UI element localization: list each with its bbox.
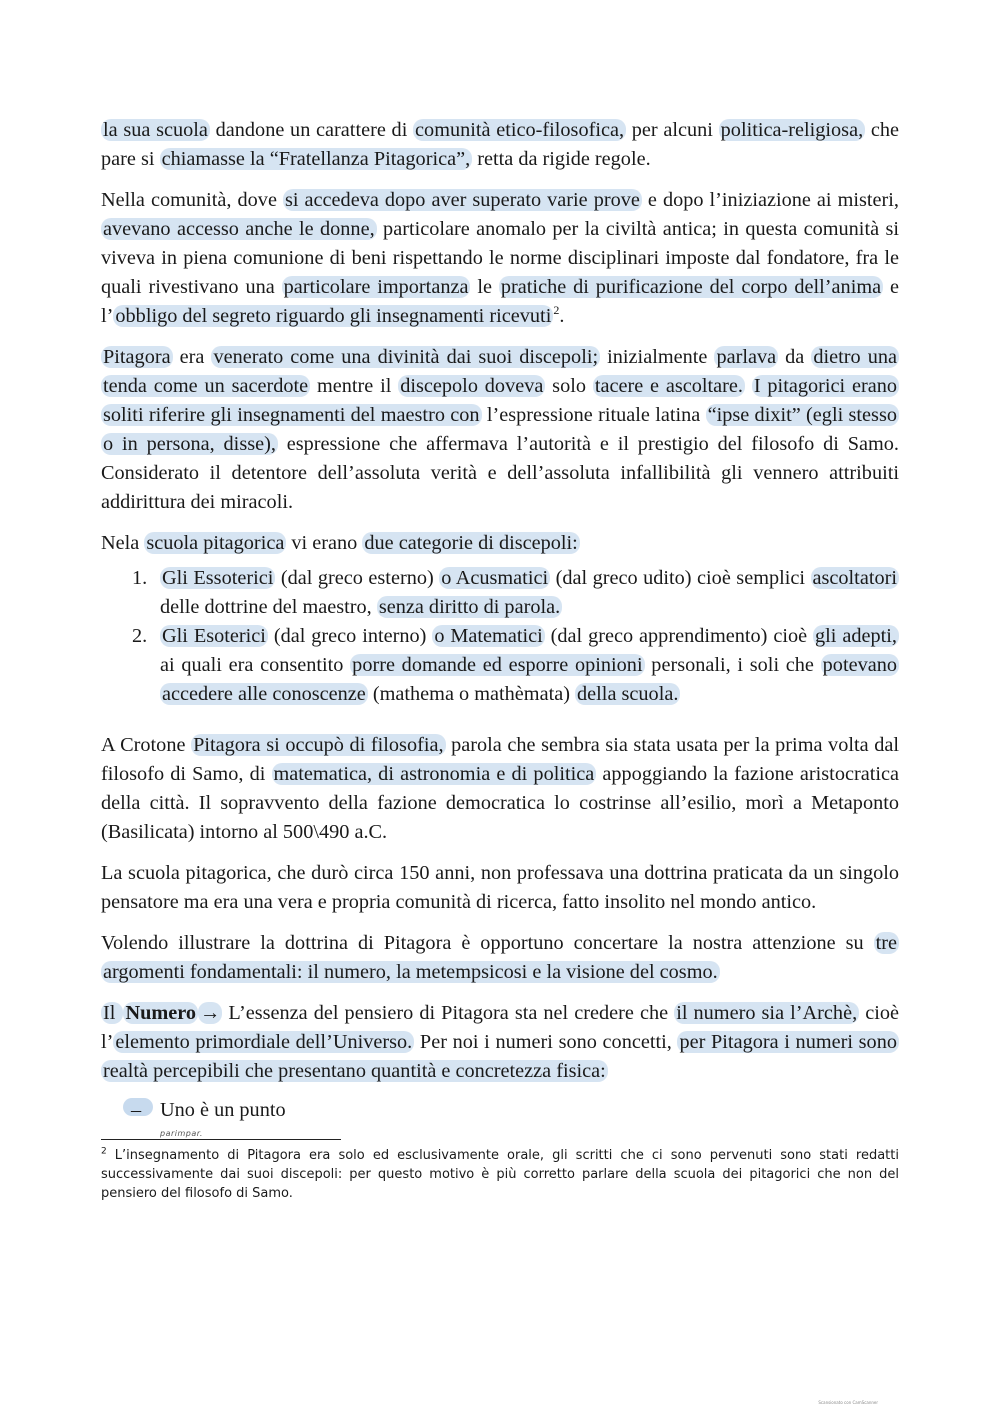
- text-run: dandone un carattere di: [209, 119, 414, 141]
- paragraph-4: [101, 529, 899, 558]
- disciples-list: [101, 564, 899, 709]
- text-run: particolare anomalo per la civiltà antica; in questa comunità si viveva in piena comunione di beni rispettando le norme disciplinari imposte dal fondatore, fra le quali rivestivano una: [101, 218, 900, 298]
- text-run: retta da rigide regole.: [472, 148, 651, 170]
- highlight: porre domande ed esporre opinioni: [352, 654, 643, 676]
- paragraph-7: [101, 929, 899, 987]
- highlight: tacere e ascoltare.: [594, 375, 744, 397]
- text-run: [745, 375, 752, 397]
- text-run: (dal greco interno): [267, 625, 433, 647]
- paragraph-3: [101, 343, 899, 517]
- list-number: 2.: [132, 625, 148, 647]
- text-run: Per noi i numeri sono concetti,: [414, 1031, 678, 1053]
- text-run: delle dottrine del maestro,: [160, 596, 377, 618]
- paragraph-2: [101, 186, 899, 331]
- highlight: Pitagora: [103, 346, 171, 368]
- text-run: che pare si: [101, 119, 899, 170]
- highlight: matematica, di astronomia e di politica: [273, 763, 595, 785]
- highlight: politica-religiosa,: [720, 119, 864, 141]
- footnote: [101, 1146, 899, 1203]
- paragraph-6: La scuola pitagorica, che durò circa 150 anni, non professava una dottrina praticata da un singolo pensatore ma era una vera e propria comunità di ricerca, fatto insolito nel mondo antico.: [101, 862, 899, 913]
- text-run: Nela: [101, 532, 145, 554]
- text-run: espressione che affermava l’autorità e il prestigio del filosofo di Samo. Considerato il detentore dell’assoluta verità e dell’assoluta infallibilità gli vennero attribuiti addirittura dei miracoli.: [101, 433, 900, 513]
- list-item-text: [160, 622, 899, 709]
- list-number: 1.: [132, 567, 148, 589]
- highlight: “ipse dixit” (egli stesso o in persona, disse),: [103, 404, 897, 455]
- dash-bullet-icon: –: [131, 1099, 142, 1121]
- highlight: potevano accedere alle conoscenze: [162, 654, 897, 705]
- text-run: parola che sembra sia stata usata per la prima volta dal filosofo di Samo, di: [101, 734, 899, 785]
- list-item-text: [160, 564, 899, 622]
- document-page: [101, 116, 899, 1203]
- footnote-ref[interactable]: 2: [553, 303, 560, 318]
- text-run: L’essenza del pensiero di Pitagora sta nel credere che: [222, 1002, 675, 1024]
- text-run: per alcuni: [626, 119, 719, 141]
- list-item: [101, 622, 899, 709]
- highlight: senza diritto di parola.: [378, 596, 561, 618]
- text-run: solo: [545, 375, 593, 397]
- highlight: Gli Esoterici: [162, 625, 266, 647]
- highlight: comunità etico-filosofica,: [415, 119, 625, 141]
- highlight: Il: [103, 1002, 122, 1024]
- dash-item-text: Uno è un punto: [160, 1099, 286, 1121]
- text-run: da: [778, 346, 812, 368]
- text-run: (dal greco udito) cioè semplici: [550, 567, 811, 589]
- paragraph-5: [101, 731, 899, 847]
- highlight: la sua scuola: [103, 119, 208, 141]
- highlight: Gli Essoterici: [162, 567, 274, 589]
- highlight: o Acusmatici: [441, 567, 549, 589]
- highlight: dietro una tenda come un sacerdote: [103, 346, 897, 397]
- paragraph-8: [101, 999, 899, 1086]
- text-run: e dopo l’iniziazione ai misteri,: [641, 189, 899, 211]
- highlight-bold: Numero: [125, 1002, 197, 1024]
- text-run: cioè l’: [101, 1002, 900, 1053]
- highlight: si accedeva dopo aver superato varie prove: [284, 189, 640, 211]
- highlight: I pitagorici erano soliti riferire gli insegnamenti del maestro con: [103, 375, 898, 426]
- handwritten-note: parimpar.: [160, 1129, 203, 1138]
- footnote-divider: [101, 1139, 341, 1140]
- highlight: chiamasse la “Fratellanza Pitagorica”,: [161, 148, 471, 170]
- highlight: Pitagora si occupò di filosofia,: [193, 734, 444, 756]
- text-run: Nella comunità, dove: [101, 189, 283, 211]
- text-run: (dal greco esterno): [275, 567, 440, 589]
- highlight: discepolo doveva: [400, 375, 544, 397]
- highlight: avevano accesso anche le donne,: [103, 218, 375, 240]
- text-run: personali, i soli che: [644, 654, 821, 676]
- highlight: gli adepti,: [815, 625, 897, 647]
- text-run: .: [559, 305, 565, 327]
- highlight: il numero sia l’Archè,: [676, 1002, 858, 1024]
- text-run: l’espressione rituale latina: [481, 404, 706, 426]
- highlight: scuola pitagorica: [146, 532, 285, 554]
- highlight: della scuola.: [577, 683, 679, 705]
- highlight: elemento primordiale dell’Universo.: [115, 1031, 413, 1053]
- arrow-icon: →: [200, 1002, 221, 1024]
- dash-list-item: [101, 1096, 899, 1138]
- text-run: inizialmente: [600, 346, 715, 368]
- highlight: parlava: [716, 346, 777, 368]
- highlight: ascoltatori: [812, 567, 897, 589]
- text-run: era: [172, 346, 212, 368]
- highlight: venerato come una divinità dai suoi discepoli;: [213, 346, 599, 368]
- text-run: e l’: [101, 276, 900, 327]
- scanner-watermark: Scansionato con CamScanner: [818, 1400, 878, 1405]
- text-run: mentre il: [310, 375, 399, 397]
- text-run: (mathema o mathèmata): [367, 683, 576, 705]
- list-item: [101, 564, 899, 622]
- highlight: due categorie di discepoli:: [364, 532, 578, 554]
- paragraph-1: [101, 116, 899, 174]
- text-run: A Crotone: [101, 734, 192, 756]
- footnote-number: 2: [101, 1146, 107, 1157]
- text-run: ai quali era consentito: [160, 654, 351, 676]
- highlight: per Pitagora i numeri sono realtà percepibili che presentano quantità e concretezza fisica:: [103, 1031, 897, 1082]
- text-run: Volendo illustrare la dottrina di Pitagora è opportuno concertare la nostra attenzione su: [101, 932, 874, 954]
- text-run: le: [470, 276, 499, 298]
- highlight: particolare importanza: [283, 276, 469, 298]
- highlight: obbligo del segreto riguardo gli insegnamenti ricevuti: [115, 305, 552, 327]
- highlight: tre argomenti fondamentali: il numero, la metempsicosi e la visione del cosmo.: [103, 932, 897, 983]
- highlight: pratiche di purificazione del corpo dell’anima: [500, 276, 882, 298]
- text-run: appoggiando la fazione aristocratica della città. Il sopravvento della fazione democratica lo costrinse all’esilio, morì a Metaponto (Basilicata) intorno al 500\490 a.C.: [101, 763, 899, 843]
- highlight: o Matematici: [434, 625, 543, 647]
- text-run: vi erano: [286, 532, 363, 554]
- text-run: (dal greco apprendimento) cioè: [544, 625, 814, 647]
- footnote-text: L’insegnamento di Pitagora era solo ed esclusivamente orale, gli scritti che ci sono pervenuti sono stati redatti successivamente dai suoi discepoli: per questo motivo è più corretto parlare della scuola dei pitagorici che non del pensiero del filosofo di Samo.: [101, 1148, 899, 1201]
